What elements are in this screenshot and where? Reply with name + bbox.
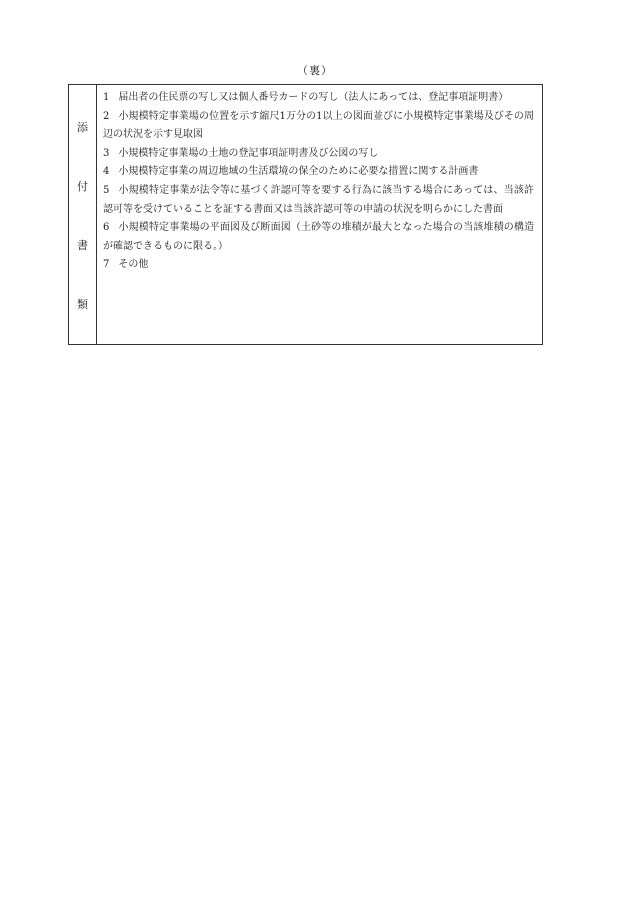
label-char-1: 添	[77, 121, 88, 134]
attachments-list	[97, 85, 542, 344]
attachment-item-number: 3	[103, 147, 110, 159]
attachment-item-text: その他	[118, 259, 149, 271]
attachment-item-text: 届出者の住民票の写し又は個人番号カードの写し（法人にあっては、登記事項証明書）	[118, 92, 509, 103]
attachments-table	[68, 84, 543, 345]
attachment-item	[103, 256, 534, 275]
label-char-3: 書	[77, 239, 88, 252]
label-char-2: 付	[77, 180, 88, 193]
page-heading: （裏）	[297, 64, 333, 77]
attachment-item	[103, 182, 534, 219]
attachment-item	[103, 219, 534, 256]
attachment-item-number: 6	[103, 222, 110, 234]
attachment-item-text: 小規模特定事業が法令等に基づく許認可等を要する行為に該当する場合にあっては、当該許認可等を受けていることを証する書面又は当該許認可等の申請の状況を明らかにした書面	[103, 184, 534, 215]
attachment-item-number: 1	[103, 92, 110, 103]
attachment-item-text: 小規模特定事業の周辺地域の生活環境の保全のために必要な措置に関する計画書	[118, 166, 479, 178]
attachment-item	[103, 163, 534, 182]
attachment-item-text: 小規模特定事業場の土地の登記事項証明書及び公図の写し	[118, 147, 379, 159]
attachment-item	[103, 108, 534, 145]
attachment-item-number: 5	[103, 184, 110, 196]
label-char-4: 類	[77, 298, 88, 311]
attachments-label-column	[69, 85, 97, 344]
attachment-item-number: 4	[103, 166, 110, 178]
attachment-item-number: 2	[103, 110, 110, 122]
attachment-item	[103, 145, 534, 164]
attachment-item-text: 小規模特定事業場の平面図及び断面図（土砂等の堆積が最大となった場合の当該堆積の構造が確認できるものに限る。）	[103, 222, 534, 252]
attachment-item-number: 7	[103, 259, 110, 271]
attachment-item-text: 小規模特定事業場の位置を示す縮尺1万分の1以上の図面並びに小規模特定事業場及びその周辺の状況を示す見取図	[103, 110, 534, 141]
attachment-item	[103, 89, 534, 108]
